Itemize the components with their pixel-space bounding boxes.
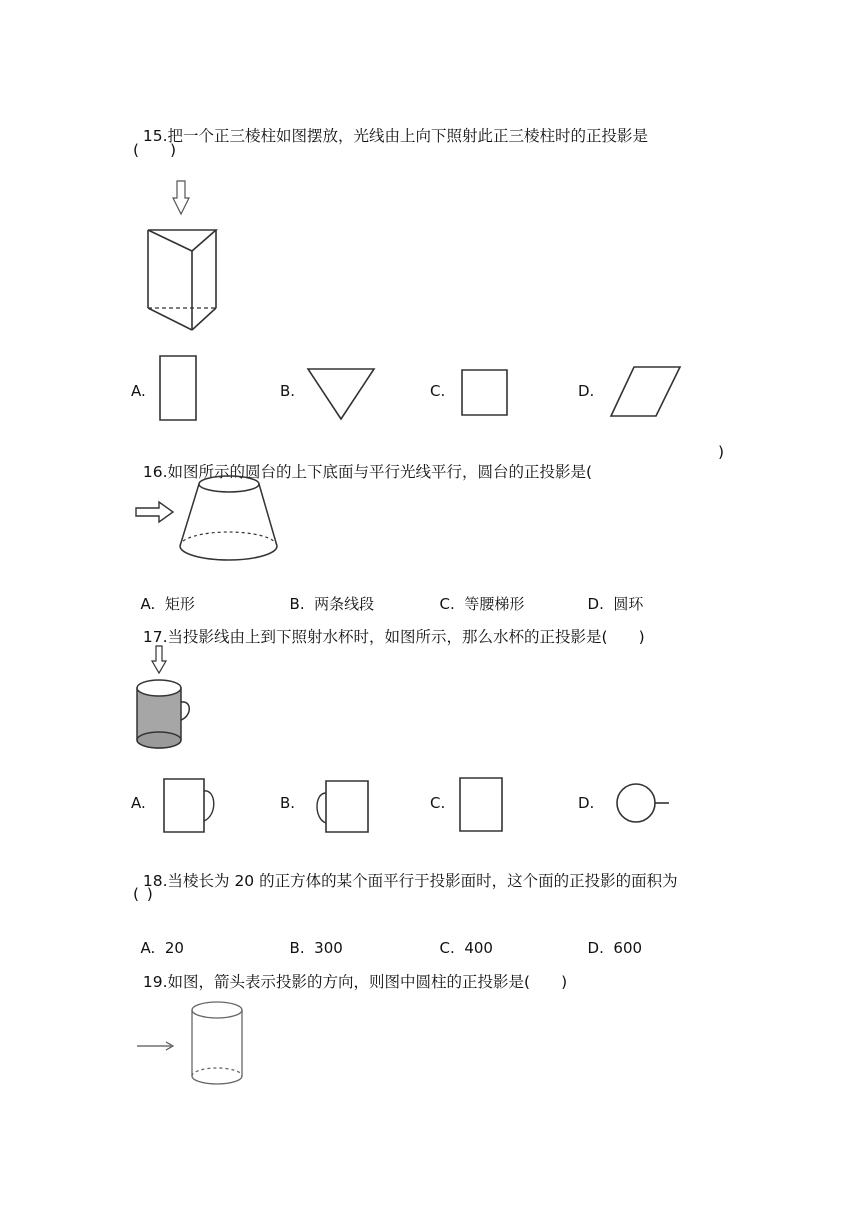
q18-option-a-text: 20 — [164, 939, 184, 957]
q19-stem — [133, 952, 567, 992]
q17-stem-text: 当投影线由上到下照射水杯时，如图所示，那么水杯的正投影是( ) — [167, 628, 645, 646]
q16-option-d-text: 圆环 — [613, 595, 644, 613]
q16-option-c-text: 等腰梯形 — [464, 595, 525, 613]
q19-right-arrow-icon — [137, 1042, 173, 1050]
q16-option-b-text: 两条线段 — [314, 595, 375, 613]
q18-option-d — [578, 918, 642, 958]
q16-option-b-letter: B. — [289, 595, 305, 613]
q17-option-a-cup-top-view — [162, 777, 220, 835]
q15-option-c-square — [460, 368, 510, 418]
q15-option-a-label: A. — [131, 382, 146, 400]
q15-option-a-rectangle — [158, 354, 200, 424]
q19-cylinder-shape — [192, 1002, 242, 1084]
q19-stem-text: 如图，箭头表示投影的方向，则图中圆柱的正投影是( ) — [167, 973, 568, 991]
q16-frustum-shape — [180, 476, 277, 560]
q16-option-a-text: 矩形 — [164, 595, 195, 613]
q15-prism-shape — [148, 230, 216, 330]
q15-prism-figure — [140, 178, 230, 338]
q18-option-b-letter: B. — [289, 939, 305, 957]
q16-option-c-letter: C. — [439, 595, 455, 613]
q17-number: 17. — [142, 628, 168, 646]
q15-option-b-label: B. — [280, 382, 296, 400]
q15-option-c-label: C. — [430, 382, 446, 400]
q17-down-arrow-icon — [152, 646, 166, 673]
q15-option-b-triangle — [305, 366, 377, 422]
q16-number: 16. — [142, 463, 168, 481]
q16-option-a-letter: A. — [140, 595, 156, 613]
q15-option-d-label: D. — [578, 382, 595, 400]
q19-cylinder-figure — [133, 996, 253, 1096]
q18-option-b-text: 300 — [314, 939, 343, 957]
q16-close-paren: ) — [718, 443, 725, 461]
q16-frustum-figure — [133, 472, 283, 564]
q18-number: 18. — [142, 872, 168, 890]
q16-stem-text: 如图所示的圆台的上下底面与平行光线平行，圆台的正投影是( — [167, 463, 593, 481]
q17-option-b-cup-top-view — [312, 779, 372, 835]
q18-option-c-text: 400 — [464, 939, 493, 957]
q17-option-c-rectangle — [458, 776, 506, 834]
q17-option-a-label: A. — [131, 794, 146, 812]
q18-stem-text: 当棱长为 20 的正方体的某个面平行于投影面时，这个面的正投影的面积为 — [167, 872, 678, 890]
q18-option-d-letter: D. — [587, 939, 604, 957]
q15-stem-text: 把一个正三棱柱如图摆放，光线由上向下照射此正三棱柱时的正投影是 — [167, 127, 649, 145]
q15-option-d-parallelogram — [608, 364, 684, 420]
q17-option-b-label: B. — [280, 794, 296, 812]
q18-option-d-text: 600 — [613, 939, 643, 957]
q18-stem — [133, 851, 678, 891]
q15-down-arrow-icon — [173, 181, 189, 214]
q16-right-arrow-icon — [136, 502, 173, 522]
q15-stem — [133, 106, 648, 146]
q18-option-a-letter: A. — [140, 939, 156, 957]
q17-cup-shape — [137, 680, 189, 748]
q17-stem — [133, 607, 645, 647]
q18-answer-paren: ( ) — [133, 885, 153, 903]
q16-option-d-letter: D. — [587, 595, 604, 613]
q17-cup-figure — [132, 644, 196, 752]
q17-option-d-circle-with-handle — [614, 782, 672, 826]
q17-option-d-label: D. — [578, 794, 595, 812]
q15-answer-paren: ( ) — [133, 141, 177, 159]
q15-number: 15. — [142, 127, 168, 145]
q17-option-c-label: C. — [430, 794, 446, 812]
q19-number: 19. — [142, 973, 168, 991]
q18-option-c-letter: C. — [439, 939, 455, 957]
